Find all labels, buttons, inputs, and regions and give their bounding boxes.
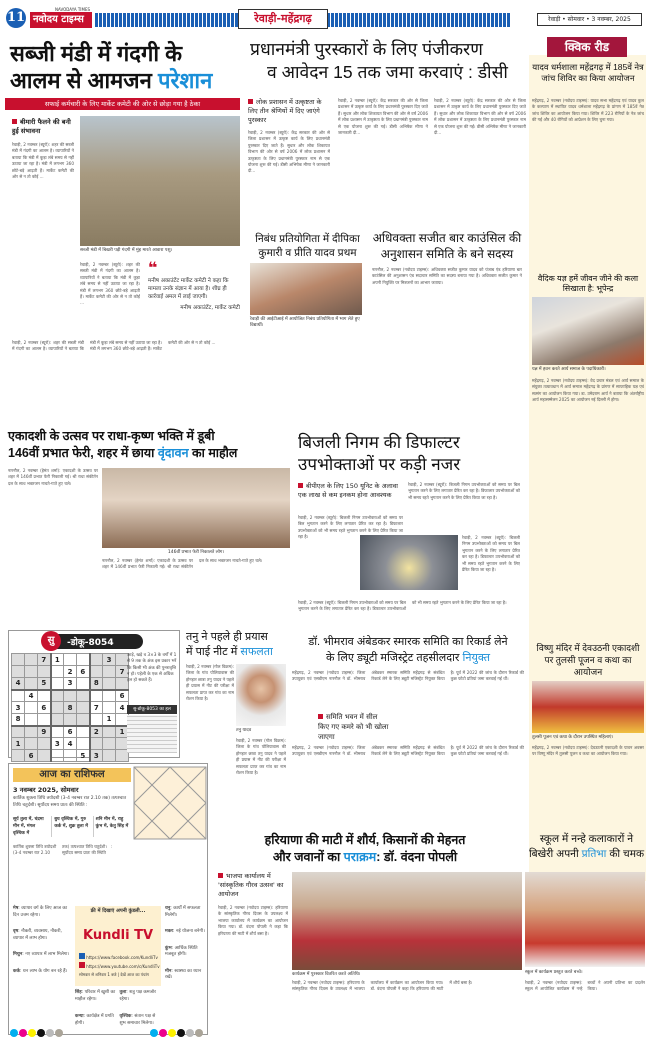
promo-facebook[interactable] (79, 953, 161, 960)
sudoku-cell[interactable]: 5 (77, 750, 90, 762)
kundli-promo (75, 906, 161, 986)
ambedkar-headline-line2 (292, 650, 524, 666)
ekadashi-photo-caption: 146वीं प्रभात फेरी निकालते लोग। (167, 550, 225, 555)
ekadashi-headline-line2 (8, 445, 293, 462)
sudoku-cell[interactable]: 8 (90, 678, 103, 690)
bijli-headline-line2: उपभोक्ताओं पर कड़ी नजर (298, 455, 461, 474)
quick-story3-caption: तुलसी पूजन एवं कथा के दौरान उपस्थित महिलाएं। (532, 735, 614, 740)
sudoku-title: -डोकू-8054 (67, 638, 114, 648)
lead-headline-highlight: परेशान (157, 68, 213, 93)
neet-body: रेवाड़ी, 2 नवम्बर (गोल विक्रम): जिला के गांव पोलियावास की होनहार छात्रा तनु यादव ने पहले ही प्रयास में नीट की परीक्षा में सफलता प्राप्त कर गांव का नाम रोशन किया है। (186, 664, 234, 702)
pm-awards-headline (250, 38, 525, 84)
sudoku-cell[interactable] (51, 750, 64, 762)
neet-photo-caption: तनु यादव (236, 728, 252, 733)
rashifal-title: आज का राशिफल (13, 768, 131, 782)
sudoku-cell[interactable] (103, 690, 116, 702)
sudoku-cell[interactable] (77, 690, 90, 702)
lead-body-col2: रेवाड़ी, 2 नवम्बर (ब्यूरो): शहर की सब्जी मंडी में गंदगी का आलम है। व्यापारियों ने बताया कि मंडी में कूड़ा लंबे समय से नहीं उठाया जा रहा है। मंडी में लगभग 360 छोटे-बड़े आढ़ती हैं। मार्केट कमेटी की ओर से न तो कोई ... (80, 262, 140, 306)
sudoku-cell[interactable]: 3 (103, 654, 116, 666)
sign-name: कन्या (75, 1014, 84, 1019)
sudoku-row (12, 702, 129, 714)
sign-text: संतान पक्ष से शुभ समाचार मिलेगा। (119, 1014, 156, 1026)
haryana-headline-tail: : डॉ. वंदना पोपली (376, 850, 458, 864)
sign-text: नए व्यापार में लाभ मिलेगा। (25, 952, 70, 957)
school-headline-line1: स्कूल में नन्हे कलाकारों ने (539, 833, 634, 845)
haryana-body-col1: रेवाड़ी, 2 नवम्बर (नवोदय टाइम्स): हरियाणा के सांस्कृतिक गौरव दिवस के उपलक्ष्य में भाजपा कार्यालय में कार्यक्रम का आयोजन किया गया। डॉ. वंदना पोपली ने कहा कि हरियाणा की माटी में शौर्य बसा है। (218, 905, 288, 936)
sign-kanya: कन्या: कार्यक्षेत्र में प्रगति होगी। (75, 1014, 114, 1026)
facebook-icon (79, 953, 85, 959)
sign-singh: सिंह: परिवार में खुशी का माहौल रहेगा। (75, 990, 116, 1002)
ekadashi-headline-highlight: वृंदावन (157, 446, 189, 460)
sudoku-cell[interactable]: 3 (51, 738, 64, 750)
sign-name: मिथुन (13, 952, 23, 957)
school-body: रेवाड़ी, 2 नवम्बर (नवोदय टाइम्स): स्कूल में आयोजित कार्यक्रम में नन्हे बच्चों ने अपनी प्रतिभा का प्रदर्शन किया। (525, 980, 645, 992)
sign-name: वृष (13, 929, 19, 934)
haryana-headline-line2 (215, 849, 515, 866)
sign-makar: मकर: नई योजना बनेगी। (165, 929, 205, 934)
neet-body-col2: रेवाड़ी, 2 नवम्बर (गोल विक्रम): जिला के गांव पोलियावास की होनहार छात्रा तनु यादव ने पहले ही प्रयास में नीट की परीक्षा में सफलता प्राप्त कर गांव का नाम रोशन किया है। (236, 738, 286, 776)
lead-photo-caption: सब्जी मंडी में बिखरी पड़ी गंदगी में मुंह मारते आवारा पशु। (80, 248, 173, 253)
sudoku-cell[interactable] (51, 702, 64, 714)
masthead (0, 0, 650, 32)
lead-quote (148, 258, 240, 312)
bijli-photo (360, 535, 458, 590)
neet-headline (186, 630, 286, 660)
page-number: 11 (6, 8, 26, 28)
sudoku-cell[interactable]: 8 (64, 702, 77, 714)
ekadashi-headline-text: 146वीं प्रभात फेरी, शहर में छाया (8, 446, 158, 460)
neet-photo (236, 664, 286, 726)
quick-story2-photo (532, 297, 644, 365)
haryana-bullet: भाजपा कार्यालय में 'सांस्कृतिक गौरव उत्सव' का आयोजन (218, 872, 288, 899)
bijli-body-continued: रेवाड़ी, 2 नवम्बर (ब्यूरो): बिजली निगम उपभोक्ताओं को समय पर बिल भुगतान करने के लिए लगातार प्रेरित कर रहा है। डिफाल्टर उपभोक्ताओं को भी समय रहते भुगतान करने के लिए प्रेरित किया जा रहा है। (298, 600, 507, 612)
lead-photo (80, 116, 240, 246)
quick-story2-body: महेंद्रगढ़, 2 नवम्बर (नवोदय टाइम्स): वेद प्रचार मंडल एवं आर्य समाज के संयुक्त तत्वावधान में आर्य समाज महेंद्रगढ़ के प्रांगण में साप्ताहिक यज्ञ एवं सत्संग का आयोजन किया गया। डा. उमेदराम आर्य ने बताया कि अंतर्राष्ट्रीय आर्य महासम्मेलन 2025 का आयोजन नई दिल्ली में होगा। (532, 378, 644, 403)
quote-text: मनीष अकाउंटेंट मार्केट कमेटी ने कहा कि मामला उनके संज्ञान में आया है। शीघ्र ही कार्रवाई अमल में लाई जाएगी। (148, 278, 229, 300)
haryana-headline-line1: हरियाणा की माटी में शौर्य, किसानों की मेहनत (264, 833, 466, 847)
sudoku-title-prefix: सु (41, 631, 61, 651)
pm-awards-body-col1: रेवाड़ी, 2 नवम्बर (ब्यूरो): केंद्र सरकार की ओर से जिला प्रशासन में उत्कृष्ट कार्य के लिए प्रधानमंत्री पुरस्कार दिए जाते हैं। सुधार और लोक शिकायत विभाग की ओर से वर्ष 2006 में लोक प्रशासन में उत्कृष्टता के लिए प्रधानमंत्री पुरस्कार नाम से एक योजना शुरू की गई। डीसी अभिषेक मीणा ने जानकारी दी... (248, 130, 330, 174)
promo-brand: Kundli TV (82, 928, 154, 943)
quick-story3-photo (532, 681, 644, 733)
school-photo (525, 872, 645, 967)
rashifal-tithi: कार्तिक शुक्ला तिथि त्रयोदशी (3-4 नवम्बर रात 2.10 तक) तत्पश्चात तिथि चतुर्दशी। सूर्योदय समय प्रातः की स्थिति : (13, 796, 127, 808)
sudoku-cell[interactable]: 7 (38, 654, 51, 666)
lead-body-col1: रेवाड़ी, 2 नवम्बर (ब्यूरो): शहर की सब्जी मंडी में गंदगी का आलम है। व्यापारियों ने बताया कि मंडी में कूड़ा लंबे समय से नहीं उठाया जा रहा है। मंडी में लगभग 360 छोटे-बड़े आढ़ती हैं। मार्केट कमेटी की ओर से न तो कोई ... (12, 142, 74, 180)
sudoku-cell[interactable] (64, 714, 77, 726)
school-photo-caption: स्कूल में कार्यक्रम प्रस्तुत करते बच्चे। (525, 970, 583, 975)
sudoku-cell[interactable] (12, 750, 25, 762)
sign-name: कर्क (13, 968, 20, 974)
bijli-body-col3: रेवाड़ी, 2 नवम्बर (ब्यूरो): बिजली निगम उपभोक्ताओं को समय पर बिल भुगतान करने के लिए लगातार प्रेरित कर रहा है। डिफाल्टर उपभोक्ताओं को भी समय रहते भुगतान करने के लिए प्रेरित किया जा रहा है। (462, 535, 520, 573)
sudoku-cell[interactable] (25, 678, 38, 690)
sudoku-row (12, 750, 129, 762)
bijli-headline-line1: बिजली निगम की डिफाल्टर (298, 433, 460, 452)
pm-awards-body-col2: रेवाड़ी, 2 नवम्बर (ब्यूरो): केंद्र सरकार की ओर से जिला प्रशासन में उत्कृष्ट कार्य के लिए प्रधानमंत्री पुरस्कार दिए जाते हैं। सुधार और लोक शिकायत विभाग की ओर से वर्ष 2006 में लोक प्रशासन में उत्कृष्टता के लिए प्रधानमंत्री पुरस्कार नाम से एक योजना शुरू की गई। डीसी अभिषेक मीणा ने जानकारी दी... (338, 98, 428, 136)
promo-youtube[interactable] (79, 962, 161, 969)
sign-text: आर्थिक स्थिति मजबूत होगी। (165, 945, 198, 957)
lead-headline-line2 (10, 67, 240, 94)
ekadashi-headline-line1: एकादशी के उत्सव पर राधा-कृष्ण भक्ति में डूबी (8, 429, 215, 443)
sign-name: मकर (165, 929, 173, 934)
rashifal-planets-3: शनि मीन में, राहु कुंभ में, केतु सिंह में (93, 816, 131, 837)
sudoku-cell[interactable] (77, 702, 90, 714)
sudoku-cell[interactable] (103, 678, 116, 690)
sudoku-cell[interactable] (25, 738, 38, 750)
neet-headline-line2 (186, 645, 286, 660)
sign-name: वृश्चिक (119, 1014, 132, 1019)
brand-small: NAVODAYA TIMES (55, 7, 91, 12)
sign-text: व्यापार वर्ग के लिए आज का दिन उत्तम रहेगा। (13, 906, 68, 918)
sudoku-cell[interactable]: 9 (38, 726, 51, 738)
lead-headline-line1: सब्जी मंडी में गंदगी के (10, 41, 183, 66)
sudoku-row (12, 690, 129, 702)
ambedkar-headline (292, 634, 524, 666)
pm-awards-bullet: लोक प्रशासन में उत्कृष्टता के लिए तीन श्रेणियों में दिए जाएंगे पुरस्कार (248, 98, 330, 125)
sudoku-cell[interactable] (103, 726, 116, 738)
quick-story1-headline: यादव धर्मशाला महेंद्रगढ़ में 185वें नेत्र जांच शिविर का किया आयोजन (532, 62, 644, 83)
sudoku-previous-solution (127, 715, 177, 753)
sudoku-cell[interactable] (103, 750, 116, 762)
lead-headline (10, 40, 240, 94)
promo-schedule: सोमवार से शनिवार 1 बजे | देखें आज का पंचांग (79, 972, 149, 977)
ambedkar-headline-line1: डॉ. भीमराव अंबेडकर स्मारक समिति का रिकार्ड लेने (308, 636, 508, 648)
sudoku-cell[interactable] (51, 714, 64, 726)
edition-label: रेवाड़ी-महेंद्रगढ़ (238, 9, 328, 29)
sudoku-cell[interactable] (90, 690, 103, 702)
sudoku-cell[interactable]: 1 (12, 738, 25, 750)
sudoku-cell[interactable]: 4 (12, 678, 25, 690)
school-headline (525, 832, 648, 862)
sign-name: धनु (165, 906, 171, 911)
bijli-body-col1: रेवाड़ी, 2 नवम्बर (ब्यूरो): बिजली निगम उपभोक्ताओं को समय पर बिल भुगतान करने के लिए लगातार प्रेरित कर रहा है। डिफाल्टर उपभोक्ताओं को भी समय रहते भुगतान करने के लिए प्रेरित किया जा रहा है। (298, 515, 403, 540)
school-headline-highlight: प्रतिभा (581, 848, 607, 860)
sudoku-cell[interactable] (25, 666, 38, 678)
bar-council-headline: अधिवक्ता सजीत बार काउंसिल की अनुशासन समिति के बने सदस्य (372, 231, 522, 261)
sign-name: तुला (119, 990, 127, 995)
sudoku-row (12, 726, 129, 738)
sudoku-cell[interactable] (12, 690, 25, 702)
ambedkar-body: महेंद्रगढ़, 2 नवम्बर (नवोदय टाइम्स): जिला उपायुक्त एवं एसडीएम नारनौल ने डॉ. भीमराव अंबेडकर स्मारक समिति महेंद्रगढ़ से संबंधित रिकार्ड लेने के लिए ड्यूटी मजिस्ट्रेट नियुक्त किया है। पूर्व में 2022 की जांच के दौरान रिकार्ड की कुछ फोटो प्रतियां जमा करवाई गई थीं। (292, 670, 524, 682)
sudoku-cell[interactable] (64, 750, 77, 762)
kundli-chart (133, 766, 207, 840)
sudoku-previous-label: सु-डोकू-8053 का हल (127, 705, 177, 714)
sudoku-cell[interactable] (12, 654, 25, 666)
sudoku-cell[interactable]: 1 (51, 654, 64, 666)
sign-kumbh: कुंभ: आर्थिक स्थिति मजबूत होगी। (165, 945, 198, 957)
sudoku-cell[interactable] (77, 738, 90, 750)
school-headline-tail: की चमक (606, 848, 645, 860)
quick-story2-caption: यज्ञ में हवन करते आर्य समाज के पदाधिकारी। (532, 367, 606, 372)
sudoku-cell[interactable]: 6 (116, 690, 129, 702)
essay-photo-caption: रेवाड़ी की आईटीआई में आयोजित निबंध प्रतियोगिता में भाग लेते हुए विद्यार्थी। (250, 317, 360, 328)
ekadashi-body-col1: नारनौल, 2 नवम्बर (हेमंत शर्मा): एकादशी के उत्सव पर शहर में 146वीं प्रभात फेरी निकाली गई। श्री राधा संकीर्तन दल के साथ भक्तजन नाचते-गाते हुए चले। (8, 468, 98, 486)
rashifal-signs-right (165, 906, 205, 982)
quick-story2-headline: वैदिक यज्ञ हमें जीवन जीने की कला सिखाता है: भूपेन्द्र (537, 274, 639, 293)
quote-author: मनीष अकाउंटेंट, मार्केट कमेटी (180, 305, 240, 311)
youtube-icon (79, 962, 85, 968)
sudoku-cell[interactable] (25, 714, 38, 726)
rashifal-box (8, 763, 208, 1035)
ambedkar-bullet: समिति भवन में सील किए गए कमरे को भी खोला जाएगा (318, 713, 389, 741)
sign-text: नौकरी, व्यवसाय, नौकरी, व्यापार में लाभ होगा। (13, 929, 62, 941)
sign-text: नई योजना बनेगी। (175, 929, 205, 934)
sudoku-cell[interactable]: 8 (12, 714, 25, 726)
haryana-photo-caption: कार्यक्रम में पुरस्कार वितरित करते अतिथि। (292, 972, 361, 977)
sign-vrishchik: वृश्चिक: संतान पक्ष से शुभ समाचार मिलेगा। (119, 1014, 156, 1026)
sign-mesh: मेष: व्यापार वर्ग के लिए आज का दिन उत्तम रहेगा। (13, 906, 68, 918)
pm-awards-headline-line2: व आवेदन 15 तक जमा करवाएं : डीसी (267, 62, 508, 82)
dateline: रेवाड़ी • सोमवार • 3 नवम्बर, 2025 (537, 13, 642, 26)
ekadashi-body-col2: नारनौल, 2 नवम्बर (हेमंत शर्मा): एकादशी के उत्सव पर शहर में 146वीं प्रभात फेरी निकाली गई। श्री राधा संकीर्तन दल के साथ भक्तजन नाचते-गाते हुए चले। (102, 558, 263, 570)
sudoku-row (12, 738, 129, 750)
sudoku-cell[interactable] (64, 690, 77, 702)
sudoku-cell[interactable] (51, 690, 64, 702)
sign-text: कार्यों में सफलता मिलेगी। (165, 906, 201, 918)
quick-story3-headline: विष्णु मंदिर में देवउठनी एकादशी पर तुलसी पूजन व कथा का आयोजन (536, 643, 640, 677)
sudoku-title-bar (45, 634, 143, 649)
sudoku-cell[interactable]: 3 (90, 750, 103, 762)
sudoku-cell[interactable] (90, 714, 103, 726)
neet-headline-text: में पाई नीट में (186, 646, 241, 658)
sudoku-cell[interactable] (103, 738, 116, 750)
rashifal-signs-middle (75, 990, 161, 1003)
sudoku-cell[interactable]: 2 (90, 726, 103, 738)
sudoku-cell[interactable]: 4 (64, 738, 77, 750)
sudoku-cell[interactable] (90, 666, 103, 678)
promo-title: फ्री में दिखाएं अपनी कुंडली... (90, 908, 146, 914)
sudoku-cell[interactable] (25, 726, 38, 738)
sudoku-cell[interactable] (77, 726, 90, 738)
sudoku-row (12, 654, 129, 666)
brand-logo: नवोदय टाइम्स (30, 12, 92, 28)
haryana-headline-text: और जवानों का (272, 850, 344, 864)
haryana-headline-highlight: पराक्रम (343, 850, 377, 864)
sudoku-cell[interactable]: 5 (38, 678, 51, 690)
sudoku-cell[interactable] (25, 702, 38, 714)
sudoku-cell[interactable] (12, 666, 25, 678)
rashifal-planets (13, 816, 131, 837)
pm-awards-headline-line1: प्रधानमंत्री पुरस्कारों के लिए पंजीकरण (250, 39, 483, 59)
rashifal-date: 3 नवम्बर 2025, सोमवार (13, 786, 79, 794)
lead-body-continued: रेवाड़ी, 2 नवम्बर (ब्यूरो): शहर की सब्जी मंडी में गंदगी का आलम है। व्यापारियों ने बताया कि मंडी में कूड़ा लंबे समय से नहीं उठाया जा रहा है। मंडी में लगभग 360 छोटे-बड़े आढ़ती हैं। मार्केट कमेटी की ओर से न तो कोई ... (12, 340, 216, 352)
bijli-headline (298, 432, 520, 476)
sudoku-cell[interactable] (38, 690, 51, 702)
haryana-headline (215, 832, 515, 866)
bijli-bullet: बीपीएल के लिए 150 यूनिट के अलावा एक लाख से कम इनकम होना आवश्यक (298, 482, 403, 500)
sign-name: सिंह (75, 990, 82, 995)
neet-headline-highlight: सफलता (240, 646, 273, 658)
bar-council-body: नारनौल, 2 नवम्बर (नवोदय टाइम्स): अधिवक्ता सजीत कुमार यादव को पंजाब एंड हरियाणा बार काउंसिल की अनुशासन एंड सदाचार समिति का सदस्य बनाया गया है। अधिवक्ता सजीत कुमार ने अपनी नियुक्ति पर मित्रजनों का आभार जताया। (372, 267, 522, 285)
haryana-body-col2: रेवाड़ी, 2 नवम्बर (नवोदय टाइम्स): हरियाणा के सांस्कृतिक गौरव दिवस के उपलक्ष्य में भाजपा कार्यालय में कार्यक्रम का आयोजन किया गया। डॉ. वंदना पोपली ने कहा कि हरियाणा की माटी में शौर्य बसा है। (292, 980, 473, 992)
sudoku-cell[interactable]: 6 (25, 750, 38, 762)
rashifal-planets-2: बुध वृश्चिक में, गुरु कर्क में, शुक्र तुला में (51, 816, 89, 837)
sign-text: शत्रु पक्ष कमजोर रहेगा। (119, 990, 156, 1002)
quick-story3-body: महेंद्रगढ़, 2 नवम्बर (नवोदय टाइम्स): देवउठनी एकादशी के पावन अवसर पर विष्णु मंदिर में तुलसी पूजन व कथा का आयोजन किया गया। (532, 745, 644, 757)
pm-awards-body-col3: रेवाड़ी, 2 नवम्बर (ब्यूरो): केंद्र सरकार की ओर से जिला प्रशासन में उत्कृष्ट कार्य के लिए प्रधानमंत्री पुरस्कार दिए जाते हैं। सुधार और लोक शिकायत विभाग की ओर से वर्ष 2006 में लोक प्रशासन में उत्कृष्टता के लिए प्रधानमंत्री पुरस्कार नाम से एक योजना शुरू की गई। डीसी अभिषेक मीणा ने जानकारी दी... (434, 98, 526, 136)
sudoku-cell[interactable]: 6 (64, 726, 77, 738)
sudoku-cell[interactable] (90, 738, 103, 750)
sign-mithun: मिथुन: नए व्यापार में लाभ मिलेगा। (13, 952, 70, 957)
ekadashi-headline-tail: का माहौल (188, 446, 238, 460)
sudoku-cell[interactable]: 4 (25, 690, 38, 702)
sudoku-cell[interactable]: 2 (64, 666, 77, 678)
sign-meen: मीन: स्वास्थ्य का ध्यान रखें। (165, 968, 202, 980)
sudoku-cell[interactable]: 7 (116, 666, 129, 678)
sudoku-cell[interactable] (90, 654, 103, 666)
ekadashi-headline (8, 428, 293, 462)
rashifal-signs-left (13, 906, 71, 975)
sudoku-cell[interactable] (51, 666, 64, 678)
rashifal-planets-1: सूर्य तुला में, चंद्रमा मीन में, मंगल वृश्चिक में (13, 817, 44, 836)
essay-headline: निबंध प्रतियोगिता में दीपिका कुमारी व प्रीति यादव प्रथम (255, 233, 360, 259)
sudoku-cell[interactable] (64, 654, 77, 666)
quote-icon: ❝ (148, 258, 158, 277)
sudoku-cell[interactable] (38, 750, 51, 762)
bijli-body-col2: रेवाड़ी, 2 नवम्बर (ब्यूरो): बिजली निगम उपभोक्ताओं को समय पर बिल भुगतान करने के लिए लगातार प्रेरित कर रहा है। डिफाल्टर उपभोक्ताओं को भी समय रहते भुगतान करने के लिए प्रेरित किया जा रहा है। (408, 482, 520, 500)
sudoku-cell[interactable] (12, 726, 25, 738)
sudoku-cell[interactable] (77, 678, 90, 690)
lead-headline-text: आलम से आमजन (10, 68, 158, 93)
ekadashi-photo (102, 468, 290, 548)
sudoku-row (12, 678, 129, 690)
sudoku-cell[interactable] (77, 654, 90, 666)
ambedkar-headline-highlight: नियुक्त (462, 652, 490, 664)
sudoku-cell[interactable]: 1 (103, 714, 116, 726)
sudoku-instructions: आड़े, खड़े व 3×3 के वर्गों में 1 से 9 तक के अंक इस प्रकार भरें कि किसी भी अंक की पुनरावृत्ति न हो। पहेली के एक से अधिक हल हो सकते हैं। (127, 653, 177, 684)
sign-name: मीन (165, 968, 172, 974)
sign-dhanu: धनु: कार्यों में सफलता मिलेगी। (165, 906, 201, 918)
sudoku-grid[interactable] (11, 653, 129, 762)
sudoku-cell[interactable]: 1 (116, 726, 129, 738)
lead-strap: सफाई कर्मचारी के लिए मार्केट कमेटी की ओर से छोड़ा गया है ठेका (5, 98, 240, 110)
sign-kark: कर्क: धन लाभ के योग बन रहे हैं। (13, 968, 68, 974)
cmyk-marks-left (10, 1022, 64, 1041)
sudoku-cell[interactable] (25, 654, 38, 666)
sign-text: परिवार में खुशी का माहौल रहेगा। (75, 990, 116, 1002)
lead-bullet: बीमारी फैलने की बनी हुई संभावना (12, 118, 74, 136)
promo-youtube-url: https://www.youtube.com/c/KundliTv (86, 964, 160, 969)
sign-tula: तुला: शत्रु पक्ष कमजोर रहेगा। (119, 990, 156, 1002)
rashifal-panchang: कार्तिक शुक्ला तिथि त्रयोदशी (3-4 नवम्बर रात 2.10 तक) तत्पश्चात तिथि चतुर्दशी। सूर्योदय समय प्रातः की स्थिति : (13, 844, 113, 856)
school-headline-text: बिखेरी अपनी (528, 848, 582, 860)
sudoku-cell[interactable]: 3 (64, 678, 77, 690)
sudoku-cell[interactable]: 6 (77, 666, 90, 678)
quick-read-label: क्विक रीड (547, 37, 627, 57)
sign-vrish: वृष: नौकरी, व्यवसाय, नौकरी, व्यापार में लाभ होगा। (13, 929, 62, 941)
sign-text: धन लाभ के योग बन रहे हैं। (22, 968, 68, 974)
sudoku-cell[interactable]: 6 (38, 702, 51, 714)
sign-text: स्वास्थ्य का ध्यान रखें। (165, 968, 202, 980)
sudoku-cell[interactable] (77, 714, 90, 726)
sudoku-cell[interactable] (38, 714, 51, 726)
neet-headline-line1: तनु ने पहले ही प्रयास (186, 631, 268, 643)
haryana-photo (292, 872, 522, 970)
sudoku-cell[interactable]: 3 (12, 702, 25, 714)
sudoku-row (12, 666, 129, 678)
sign-text: कार्यक्षेत्र में प्रगति होगी। (75, 1014, 114, 1026)
sudoku-cell[interactable] (38, 738, 51, 750)
sudoku-cell[interactable] (103, 666, 116, 678)
sudoku-box (8, 630, 180, 758)
sudoku-cell[interactable]: 7 (90, 702, 103, 714)
sudoku-row (12, 714, 129, 726)
sign-name: मेष (13, 906, 19, 911)
sudoku-cell[interactable]: 4 (116, 702, 129, 714)
sudoku-cell[interactable] (51, 678, 64, 690)
sign-name: कुंभ (165, 945, 172, 951)
rashifal-signs-middle2 (75, 1014, 161, 1027)
promo-facebook-url: https://www.facebook.com/KundliTv (86, 955, 158, 960)
ambedkar-headline-text: के लिए ड्यूटी मजिस्ट्रेट तहसीलदार (326, 652, 463, 664)
quick-story1-body: महेंद्रगढ़, 2 नवम्बर (नवोदय टाइम्स): यादव सभा महेंद्रगढ़ एवं यादव कुल के कल्याण में स्थापित यादव धर्मशाला महेंद्रगढ़ के प्रांगण में 185वें नेत्र जांच शिविर का आयोजन किया गया। शिविर में 223 रोगियों के नेत्र जांच की गई और 40 रोगियों को आप्रेशन के लिए चुना गया। (532, 98, 644, 123)
sudoku-cell[interactable] (38, 666, 51, 678)
essay-photo (250, 263, 362, 315)
school-headline-line2 (525, 847, 648, 862)
ambedkar-body-continued: महेंद्रगढ़, 2 नवम्बर (नवोदय टाइम्स): जिला उपायुक्त एवं एसडीएम नारनौल ने डॉ. भीमराव अंबेडकर स्मारक समिति महेंद्रगढ़ से संबंधित रिकार्ड लेने के लिए ड्यूटी मजिस्ट्रेट नियुक्त किया है। पूर्व में 2022 की जांच के दौरान रिकार्ड की कुछ फोटो प्रतियां जमा करवाई गई थीं। (292, 745, 524, 757)
sudoku-cell[interactable] (51, 726, 64, 738)
cmyk-marks-right (150, 1022, 204, 1041)
sudoku-cell[interactable] (103, 702, 116, 714)
